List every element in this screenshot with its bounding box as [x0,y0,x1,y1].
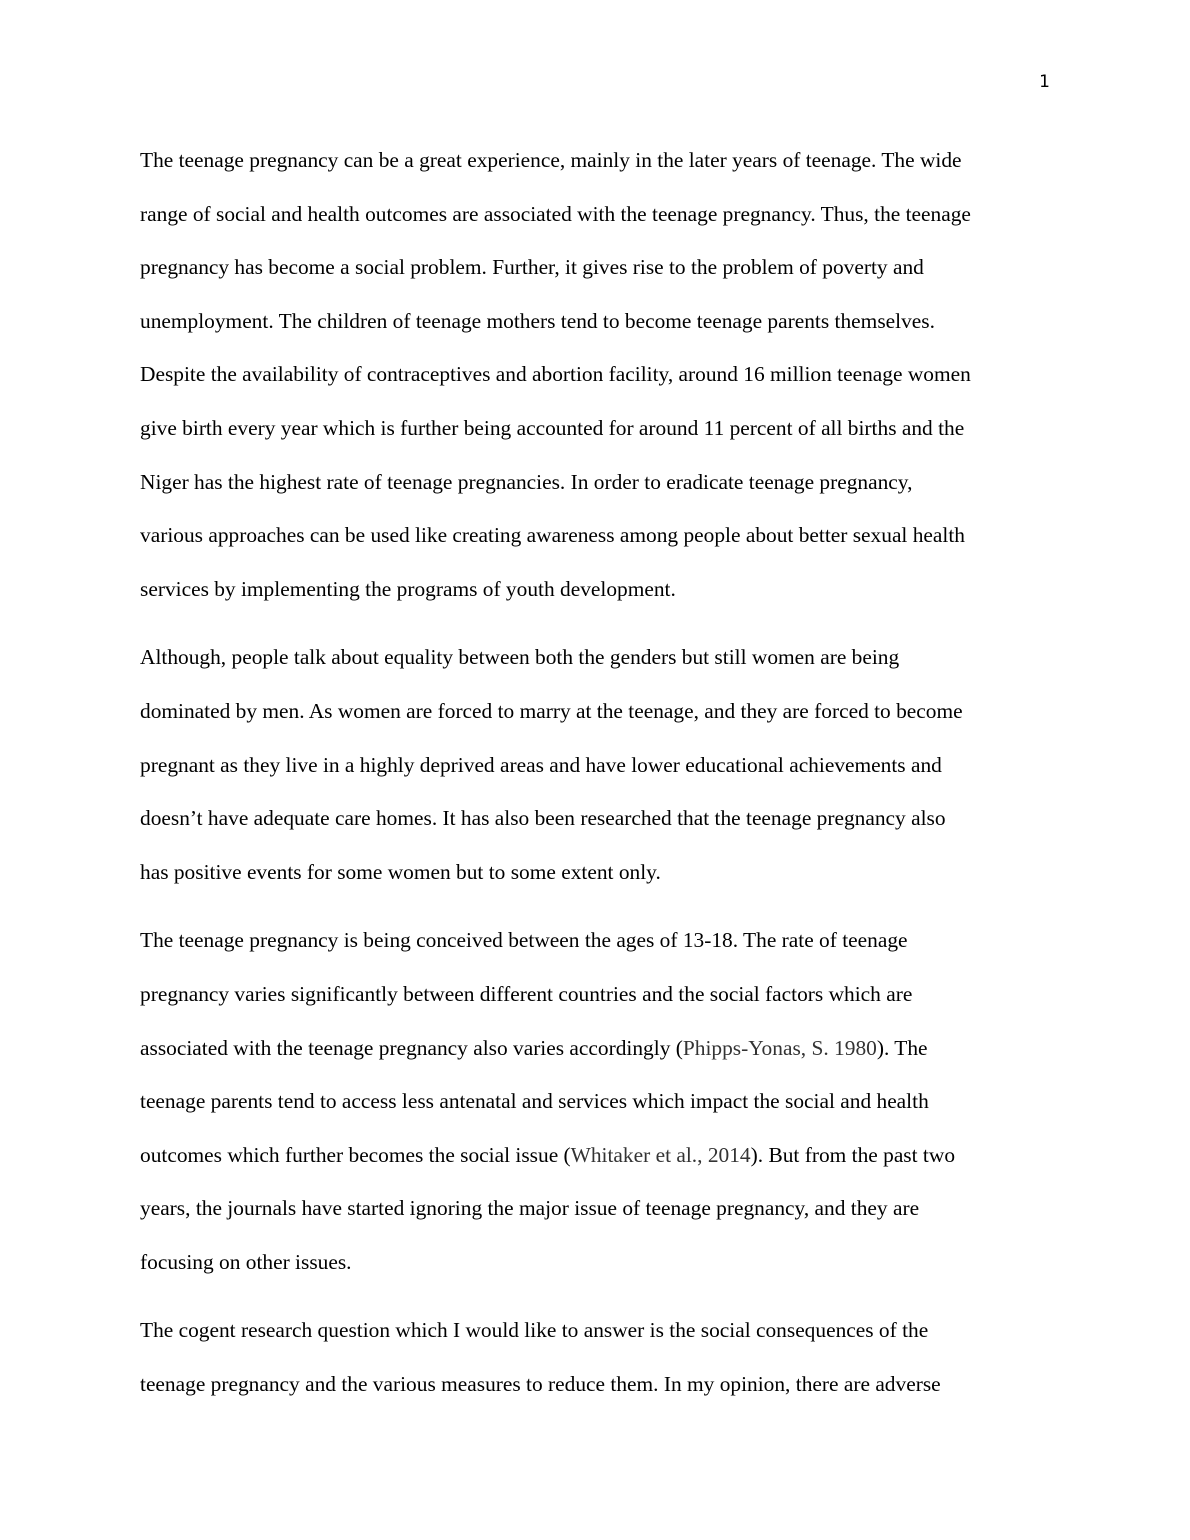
text-line: pregnant as they live in a highly deprived areas and have lower educational achievements and [140,752,942,777]
text-line: Niger has the highest rate of teenage pregnancies. In order to eradicate teenage pregnancy, [140,469,913,494]
text-line: The cogent research question which I would like to answer is the social consequences of the [140,1318,929,1343]
text-line: range of social and health outcomes are associated with the teenage pregnancy. Thus, the teenage [140,201,971,226]
text-line: Although, people talk about equality between both the genders but still women are being [140,645,900,670]
text-line: years, the journals have started ignoring the major issue of teenage pregnancy, and they are [140,1196,920,1221]
text-segment: ). The [876,1035,928,1060]
text-line: The teenage pregnancy can be a great experience, mainly in the later years of teenage. The wide [140,148,962,172]
text-line: dominated by men. As women are forced to marry at the teenage, and they are forced to become [140,698,963,723]
citation-whitaker: Whitaker et al., 2014 [570,1142,751,1167]
paragraph-3 [140,914,1055,1289]
text-line: teenage parents tend to access less antenatal and services which impact the social and health [140,1089,929,1114]
text-line: doesn’t have adequate care homes. It has also been researched that the teenage pregnancy also [140,806,946,831]
paragraph-4 [140,1304,1055,1411]
text-line: unemployment. The children of teenage mothers tend to become teenage parents themselves. [140,308,935,333]
text-line-with-citation [140,1129,1055,1183]
text-line: focusing on other issues. [140,1249,352,1274]
paragraph-1 [140,134,1055,616]
document-body [140,134,1055,1427]
text-segment: outcomes which further becomes the social issue ( [140,1142,571,1167]
page-number: 1 [1039,72,1050,92]
text-line: The teenage pregnancy is being conceived between the ages of 13-18. The rate of teenage [140,928,908,953]
text-line: various approaches can be used like creating awareness among people about better sexual health [140,523,965,548]
text-line: pregnancy varies significantly between different countries and the social factors which are [140,981,913,1006]
paragraph-2 [140,631,1055,899]
text-line-with-citation [140,1022,1055,1076]
text-line: services by implementing the programs of youth development. [140,576,676,601]
text-line: has positive events for some women but to some extent only. [140,859,661,884]
text-line: Despite the availability of contraceptives and abortion facility, around 16 million teenage women [140,362,971,387]
citation-phipps-yonas: Phipps-Yonas, S. 1980 [682,1035,877,1060]
text-segment: ). But from the past two [750,1142,956,1167]
text-line: pregnancy has become a social problem. Further, it gives rise to the problem of poverty and [140,255,924,280]
text-line: teenage pregnancy and the various measures to reduce them. In my opinion, there are adverse [140,1372,941,1397]
text-segment: associated with the teenage pregnancy also varies accordingly ( [140,1035,683,1060]
text-line: give birth every year which is further being accounted for around 11 percent of all births and the [140,415,965,440]
